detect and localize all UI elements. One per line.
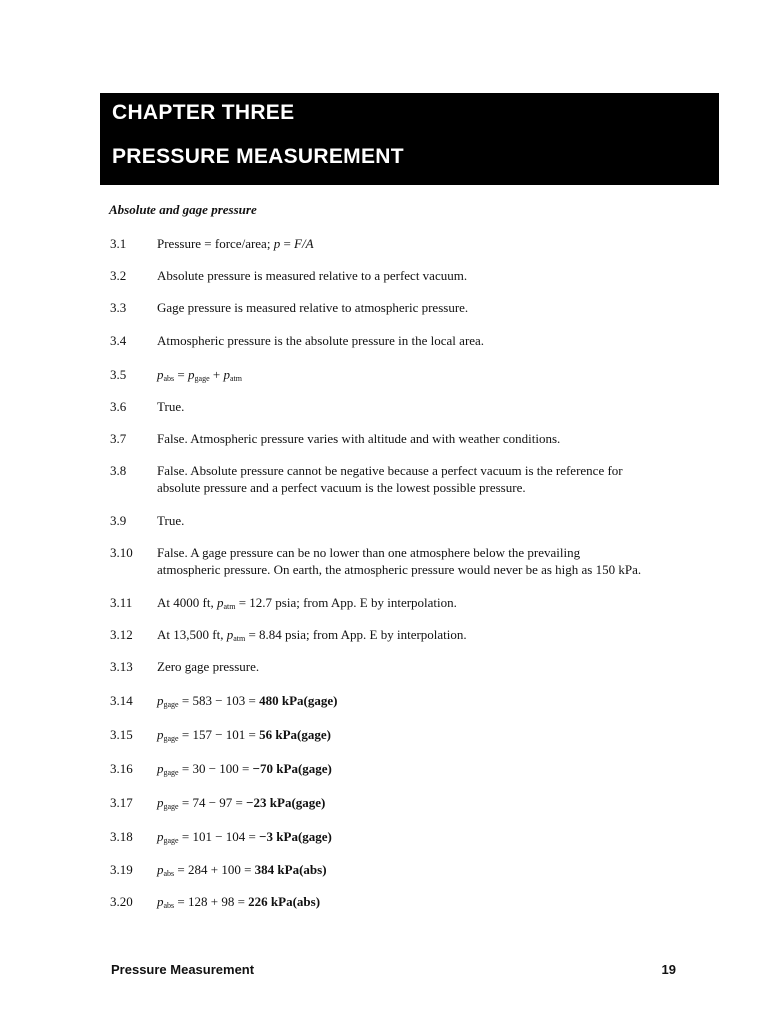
item-number: 3.20	[110, 894, 133, 909]
item-number: 3.2	[110, 268, 127, 283]
item-equation: $p_{gage} = 101 - 104 = -3$ kPa(gage)	[157, 829, 332, 845]
item-text: False. Absolute pressure cannot be negative because a perfect vacuum is the reference for absolute pressure and a perfect vacuum is the lowest possible pressure.	[157, 463, 623, 495]
item-number: 3.4	[110, 333, 127, 348]
item-number: 3.6	[110, 399, 127, 414]
item-number: 3.18	[110, 829, 133, 844]
item-text: Zero gage pressure.	[157, 659, 260, 674]
footer-title: Pressure Measurement	[111, 962, 255, 977]
item-number: 3.15	[110, 727, 133, 742]
item-equation: $p_{abs} = p_{gage} + p_{atm}$	[157, 367, 242, 383]
item-text: At 4000 ft, $p_{atm} = 12.7$ psia; from App. E by interpolation.	[157, 595, 457, 611]
item-number: 3.10	[110, 545, 133, 560]
item-equation: $p_{gage} = 74 - 97 = -23$ kPa(gage)	[157, 795, 326, 811]
item-number: 3.5	[110, 367, 127, 382]
item-text: Pressure = force/area; p = F/A	[157, 236, 314, 251]
item-text: True.	[157, 513, 185, 528]
item-text: True.	[157, 399, 185, 414]
chapter-number: CHAPTER THREE	[112, 101, 295, 124]
item-number: 3.11	[110, 595, 133, 610]
item-text: Atmospheric pressure is the absolute pressure in the local area.	[157, 333, 485, 348]
chapter-title: PRESSURE MEASUREMENT	[112, 145, 404, 168]
item-number: 3.14	[110, 693, 133, 708]
item-text: At 13,500 ft, $p_{atm} = 8.84$ psia; from App. E by interpolation.	[157, 627, 467, 643]
item-number: 3.19	[110, 862, 133, 877]
item-number: 3.9	[110, 513, 127, 528]
item-equation: $p_{abs} = 128 + 98 = 226$ kPa(abs)	[157, 894, 321, 910]
item-number: 3.12	[110, 627, 133, 642]
section-heading: Absolute and gage pressure	[109, 202, 257, 217]
item-number: 3.8	[110, 463, 127, 478]
item-equation: $p_{gage} = 30 - 100 = -70$ kPa(gage)	[157, 761, 332, 777]
item-number: 3.1	[110, 236, 127, 251]
item-equation: $p_{gage} = 157 - 101 = 56$ kPa(gage)	[157, 727, 331, 743]
item-equation: $p_{abs} = 284 + 100 = 384$ kPa(abs)	[157, 862, 327, 878]
item-number: 3.7	[110, 431, 127, 446]
item-text: False. A gage pressure can be no lower than one atmosphere below the prevailing atmospheric pressure. On earth, the atmospheric pressure would never be as high as 150 kPa.	[157, 545, 642, 577]
item-text: Gage pressure is measured relative to atmospheric pressure.	[157, 300, 469, 315]
item-number: 3.3	[110, 300, 127, 315]
item-equation: $p_{gage} = 583 - 103 = 480$ kPa(gage)	[157, 693, 338, 709]
chapter-banner	[100, 93, 719, 185]
page-number: 19	[661, 962, 676, 977]
item-number: 3.17	[110, 795, 133, 810]
item-text: False. Atmospheric pressure varies with altitude and with weather conditions.	[157, 431, 561, 446]
item-number: 3.16	[110, 761, 133, 776]
item-number: 3.13	[110, 659, 133, 674]
item-text: Absolute pressure is measured relative to a perfect vacuum.	[157, 268, 468, 283]
